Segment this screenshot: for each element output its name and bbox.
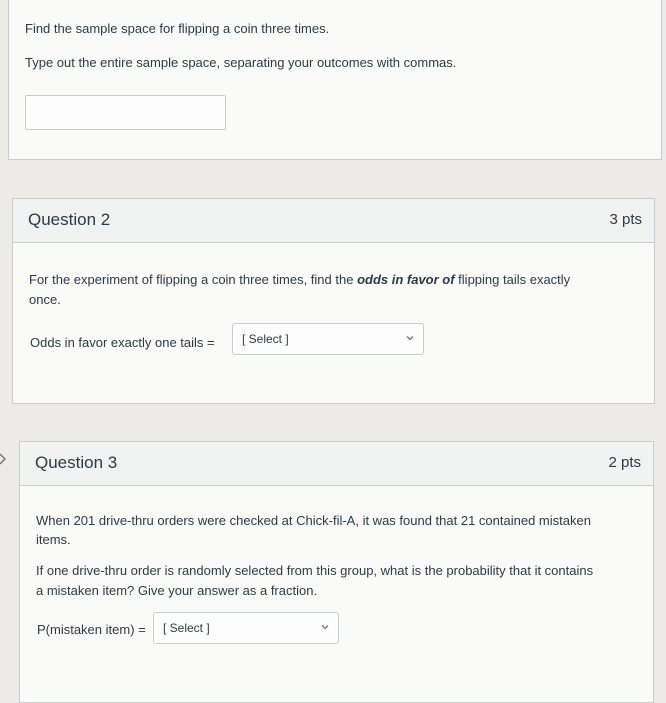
question-3-points: 2 pts [608,454,641,471]
question-2-points: 3 pts [609,211,642,228]
chevron-right-icon [0,452,8,466]
question-3-para1-line1: When 201 drive-thru orders were checked at Chick-fil-A, it was found that 21 contained mistaken [36,513,591,528]
question-2-select-value: [ Select ] [242,332,289,346]
sample-space-input[interactable] [25,95,226,130]
question-3-select[interactable] [153,612,339,644]
question-2-emphasis: odds in favor of [357,272,455,287]
question-2-text [29,270,570,290]
question-3-card [19,441,654,703]
question-3-select-value: [ Select ] [163,621,210,635]
question-2-header [13,199,654,243]
question-2-card [12,198,655,404]
question-2-text-line2: once. [29,292,61,307]
question-2-title: Question 2 [28,210,111,229]
question-1-instruction: Type out the entire sample space, separating your outcomes with commas. [25,55,457,70]
question-1-card [8,0,662,160]
chevron-down-icon [320,622,330,632]
question-1-prompt: Find the sample space for flipping a coin three times. [25,21,330,36]
question-3-para2-line1: If one drive-thru order is randomly selected from this group, what is the probability that it contains [36,563,594,578]
question-2-text-end: flipping tails exactly [454,272,571,287]
question-3-answer-label: P(mistaken item) = [37,622,146,637]
question-2-text-start: For the experiment of flipping a coin three times, find the [29,272,358,287]
question-3-para2-line2: a mistaken item? Give your answer as a fraction. [36,583,318,598]
question-2-select[interactable] [232,323,424,355]
chevron-down-icon [405,333,415,343]
question-3-para1-line2: items. [36,532,71,547]
question-3-header [20,442,653,486]
question-2-answer-label: Odds in favor exactly one tails = [30,335,215,350]
question-3-title: Question 3 [35,453,118,472]
